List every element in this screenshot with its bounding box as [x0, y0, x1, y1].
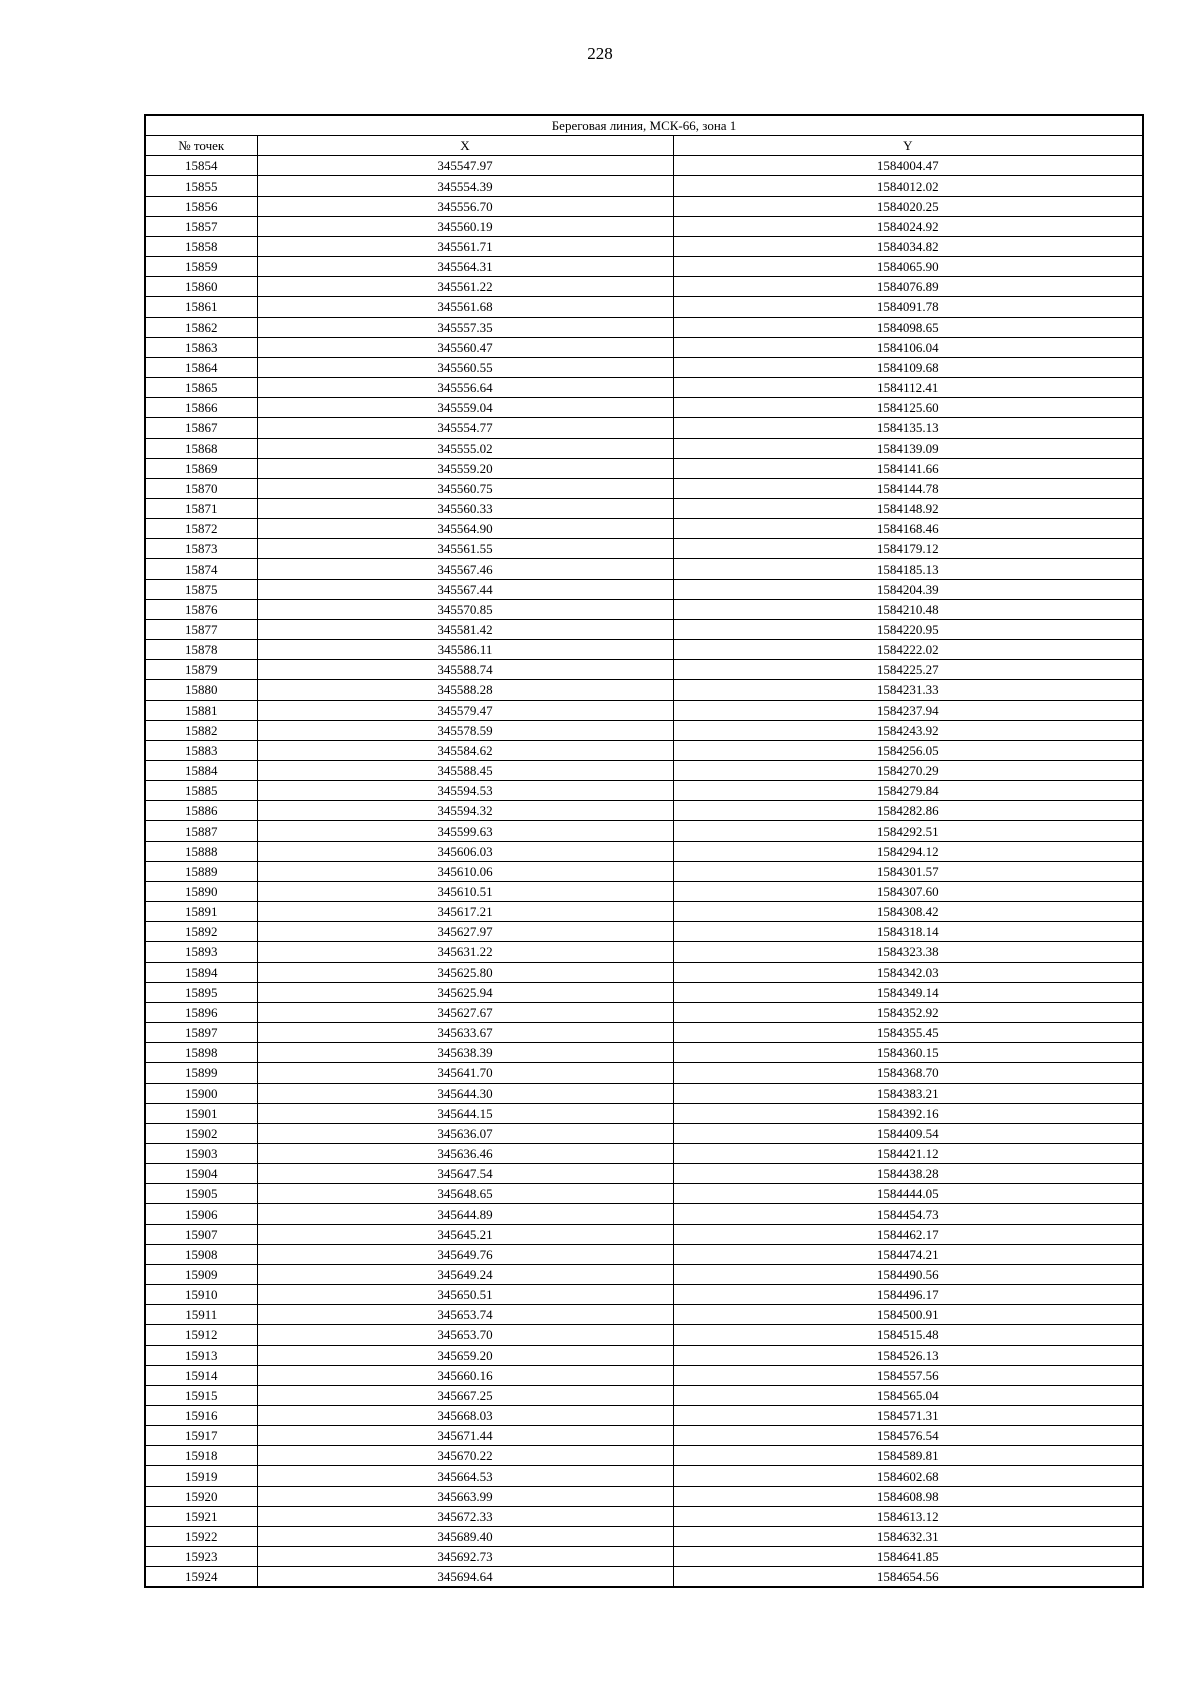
- cell-y: 1584565.04: [673, 1385, 1143, 1405]
- cell-point-number: 15901: [145, 1103, 257, 1123]
- cell-y: 1584106.04: [673, 337, 1143, 357]
- cell-y: 1584500.91: [673, 1305, 1143, 1325]
- cell-x: 345578.59: [257, 720, 673, 740]
- table-row: [145, 337, 1143, 357]
- cell-x: 345559.20: [257, 458, 673, 478]
- table-row: [145, 257, 1143, 277]
- cell-point-number: 15888: [145, 841, 257, 861]
- table-row: [145, 599, 1143, 619]
- cell-x: 345561.68: [257, 297, 673, 317]
- table-row: [145, 458, 1143, 478]
- cell-x: 345584.62: [257, 740, 673, 760]
- table-row: [145, 1103, 1143, 1123]
- cell-x: 345547.97: [257, 156, 673, 176]
- cell-x: 345554.39: [257, 176, 673, 196]
- table-row: [145, 519, 1143, 539]
- cell-point-number: 15890: [145, 881, 257, 901]
- cell-point-number: 15892: [145, 922, 257, 942]
- cell-y: 1584360.15: [673, 1043, 1143, 1063]
- cell-point-number: 15895: [145, 982, 257, 1002]
- cell-point-number: 15857: [145, 216, 257, 236]
- cell-x: 345650.51: [257, 1285, 673, 1305]
- page-number: 228: [587, 44, 613, 63]
- cell-x: 345648.65: [257, 1184, 673, 1204]
- table-row: [145, 619, 1143, 639]
- cell-x: 345653.70: [257, 1325, 673, 1345]
- cell-y: 1584282.86: [673, 801, 1143, 821]
- cell-point-number: 15866: [145, 398, 257, 418]
- cell-x: 345633.67: [257, 1023, 673, 1043]
- cell-point-number: 15891: [145, 902, 257, 922]
- cell-y: 1584421.12: [673, 1143, 1143, 1163]
- table-row: [145, 720, 1143, 740]
- cell-y: 1584526.13: [673, 1345, 1143, 1365]
- cell-point-number: 15885: [145, 781, 257, 801]
- cell-y: 1584392.16: [673, 1103, 1143, 1123]
- cell-point-number: 15919: [145, 1466, 257, 1486]
- cell-y: 1584231.33: [673, 680, 1143, 700]
- cell-point-number: 15864: [145, 357, 257, 377]
- table-row: [145, 378, 1143, 398]
- cell-point-number: 15884: [145, 761, 257, 781]
- cell-y: 1584141.66: [673, 458, 1143, 478]
- cell-x: 345588.28: [257, 680, 673, 700]
- table-row: [145, 1164, 1143, 1184]
- table-row: [145, 1547, 1143, 1567]
- cell-x: 345660.16: [257, 1365, 673, 1385]
- cell-point-number: 15907: [145, 1224, 257, 1244]
- cell-y: 1584012.02: [673, 176, 1143, 196]
- cell-x: 345649.24: [257, 1264, 673, 1284]
- table-row: [145, 559, 1143, 579]
- cell-y: 1584204.39: [673, 579, 1143, 599]
- cell-point-number: 15921: [145, 1506, 257, 1526]
- cell-y: 1584641.85: [673, 1547, 1143, 1567]
- table-row: [145, 660, 1143, 680]
- cell-x: 345564.31: [257, 257, 673, 277]
- cell-point-number: 15914: [145, 1365, 257, 1385]
- cell-point-number: 15898: [145, 1043, 257, 1063]
- cell-x: 345556.70: [257, 196, 673, 216]
- cell-x: 345594.32: [257, 801, 673, 821]
- column-header-point-number: № точек: [145, 136, 257, 156]
- cell-point-number: 15875: [145, 579, 257, 599]
- cell-point-number: 15912: [145, 1325, 257, 1345]
- cell-y: 1584091.78: [673, 297, 1143, 317]
- cell-x: 345588.45: [257, 761, 673, 781]
- table-row: [145, 579, 1143, 599]
- cell-x: 345570.85: [257, 599, 673, 619]
- cell-point-number: 15883: [145, 740, 257, 760]
- cell-point-number: 15913: [145, 1345, 257, 1365]
- cell-point-number: 15863: [145, 337, 257, 357]
- cell-y: 1584020.25: [673, 196, 1143, 216]
- cell-y: 1584352.92: [673, 1002, 1143, 1022]
- cell-y: 1584144.78: [673, 478, 1143, 498]
- table-row: [145, 357, 1143, 377]
- cell-x: 345561.71: [257, 236, 673, 256]
- cell-point-number: 15860: [145, 277, 257, 297]
- table-row: [145, 1325, 1143, 1345]
- cell-x: 345599.63: [257, 821, 673, 841]
- table-row: [145, 317, 1143, 337]
- cell-point-number: 15923: [145, 1547, 257, 1567]
- table-row: [145, 942, 1143, 962]
- cell-x: 345638.39: [257, 1043, 673, 1063]
- table-row: [145, 680, 1143, 700]
- cell-point-number: 15856: [145, 196, 257, 216]
- table-row: [145, 761, 1143, 781]
- cell-point-number: 15862: [145, 317, 257, 337]
- cell-x: 345649.76: [257, 1244, 673, 1264]
- cell-x: 345653.74: [257, 1305, 673, 1325]
- cell-y: 1584243.92: [673, 720, 1143, 740]
- cell-y: 1584602.68: [673, 1466, 1143, 1486]
- cell-y: 1584148.92: [673, 498, 1143, 518]
- cell-y: 1584135.13: [673, 418, 1143, 438]
- cell-y: 1584383.21: [673, 1083, 1143, 1103]
- cell-point-number: 15894: [145, 962, 257, 982]
- column-header-x: X: [257, 136, 673, 156]
- cell-x: 345636.07: [257, 1123, 673, 1143]
- cell-point-number: 15918: [145, 1446, 257, 1466]
- cell-point-number: 15905: [145, 1184, 257, 1204]
- table-title-row: [145, 115, 1143, 136]
- cell-point-number: 15877: [145, 619, 257, 639]
- table-row: [145, 881, 1143, 901]
- cell-y: 1584307.60: [673, 881, 1143, 901]
- cell-y: 1584256.05: [673, 740, 1143, 760]
- cell-point-number: 15889: [145, 861, 257, 881]
- cell-x: 345641.70: [257, 1063, 673, 1083]
- table-row: [145, 902, 1143, 922]
- cell-point-number: 15858: [145, 236, 257, 256]
- cell-y: 1584076.89: [673, 277, 1143, 297]
- cell-x: 345554.77: [257, 418, 673, 438]
- cell-point-number: 15865: [145, 378, 257, 398]
- cell-y: 1584462.17: [673, 1224, 1143, 1244]
- cell-x: 345631.22: [257, 942, 673, 962]
- cell-y: 1584168.46: [673, 519, 1143, 539]
- cell-y: 1584349.14: [673, 982, 1143, 1002]
- cell-point-number: 15904: [145, 1164, 257, 1184]
- cell-y: 1584210.48: [673, 599, 1143, 619]
- table-row: [145, 1567, 1143, 1588]
- cell-point-number: 15900: [145, 1083, 257, 1103]
- table-body: [145, 156, 1143, 1588]
- cell-y: 1584589.81: [673, 1446, 1143, 1466]
- table-row: [145, 1486, 1143, 1506]
- cell-y: 1584098.65: [673, 317, 1143, 337]
- cell-y: 1584270.29: [673, 761, 1143, 781]
- table-row: [145, 700, 1143, 720]
- cell-point-number: 15916: [145, 1406, 257, 1426]
- table-row: [145, 640, 1143, 660]
- cell-point-number: 15876: [145, 599, 257, 619]
- table-row: [145, 1043, 1143, 1063]
- cell-x: 345557.35: [257, 317, 673, 337]
- table-row: [145, 982, 1143, 1002]
- cell-y: 1584368.70: [673, 1063, 1143, 1083]
- table-row: [145, 1365, 1143, 1385]
- cell-x: 345560.19: [257, 216, 673, 236]
- cell-x: 345625.80: [257, 962, 673, 982]
- table-row: [145, 821, 1143, 841]
- table-row: [145, 498, 1143, 518]
- table-row: [145, 1345, 1143, 1365]
- cell-x: 345667.25: [257, 1385, 673, 1405]
- table-row: [145, 176, 1143, 196]
- cell-y: 1584109.68: [673, 357, 1143, 377]
- cell-x: 345668.03: [257, 1406, 673, 1426]
- cell-y: 1584515.48: [673, 1325, 1143, 1345]
- cell-point-number: 15855: [145, 176, 257, 196]
- table-row: [145, 398, 1143, 418]
- cell-point-number: 15899: [145, 1063, 257, 1083]
- cell-point-number: 15867: [145, 418, 257, 438]
- cell-y: 1584342.03: [673, 962, 1143, 982]
- cell-x: 345647.54: [257, 1164, 673, 1184]
- cell-x: 345610.51: [257, 881, 673, 901]
- cell-y: 1584355.45: [673, 1023, 1143, 1043]
- cell-x: 345586.11: [257, 640, 673, 660]
- cell-x: 345560.75: [257, 478, 673, 498]
- cell-y: 1584632.31: [673, 1526, 1143, 1546]
- cell-y: 1584576.54: [673, 1426, 1143, 1446]
- cell-x: 345645.21: [257, 1224, 673, 1244]
- cell-y: 1584237.94: [673, 700, 1143, 720]
- table-row: [145, 1526, 1143, 1546]
- cell-point-number: 15906: [145, 1204, 257, 1224]
- table-row: [145, 861, 1143, 881]
- table-row: [145, 801, 1143, 821]
- cell-x: 345636.46: [257, 1143, 673, 1163]
- cell-x: 345561.22: [257, 277, 673, 297]
- cell-y: 1584125.60: [673, 398, 1143, 418]
- column-header-y: Y: [673, 136, 1143, 156]
- cell-point-number: 15886: [145, 801, 257, 821]
- cell-x: 345555.02: [257, 438, 673, 458]
- table-row: [145, 1063, 1143, 1083]
- table-row: [145, 1184, 1143, 1204]
- cell-y: 1584065.90: [673, 257, 1143, 277]
- cell-point-number: 15911: [145, 1305, 257, 1325]
- cell-point-number: 15854: [145, 156, 257, 176]
- cell-x: 345560.47: [257, 337, 673, 357]
- cell-x: 345564.90: [257, 519, 673, 539]
- table-row: [145, 962, 1143, 982]
- table-row: [145, 1285, 1143, 1305]
- cell-y: 1584294.12: [673, 841, 1143, 861]
- cell-point-number: 15861: [145, 297, 257, 317]
- cell-x: 345561.55: [257, 539, 673, 559]
- cell-x: 345581.42: [257, 619, 673, 639]
- cell-point-number: 15896: [145, 1002, 257, 1022]
- cell-y: 1584139.09: [673, 438, 1143, 458]
- table-row: [145, 156, 1143, 176]
- cell-point-number: 15882: [145, 720, 257, 740]
- coordinates-table: [144, 114, 1144, 1588]
- cell-point-number: 15869: [145, 458, 257, 478]
- cell-x: 345567.46: [257, 559, 673, 579]
- cell-point-number: 15910: [145, 1285, 257, 1305]
- table-title: Береговая линия, МСК-66, зона 1: [145, 115, 1143, 136]
- table-row: [145, 922, 1143, 942]
- cell-point-number: 15920: [145, 1486, 257, 1506]
- table-row: [145, 1385, 1143, 1405]
- cell-x: 345671.44: [257, 1426, 673, 1446]
- cell-y: 1584608.98: [673, 1486, 1143, 1506]
- table-row: [145, 1406, 1143, 1426]
- cell-point-number: 15924: [145, 1567, 257, 1588]
- cell-x: 345692.73: [257, 1547, 673, 1567]
- cell-point-number: 15870: [145, 478, 257, 498]
- table-row: [145, 418, 1143, 438]
- cell-x: 345579.47: [257, 700, 673, 720]
- cell-y: 1584444.05: [673, 1184, 1143, 1204]
- table-row: [145, 1023, 1143, 1043]
- cell-y: 1584185.13: [673, 559, 1143, 579]
- cell-y: 1584292.51: [673, 821, 1143, 841]
- cell-point-number: 15881: [145, 700, 257, 720]
- table-row: [145, 1204, 1143, 1224]
- table-row: [145, 196, 1143, 216]
- cell-y: 1584654.56: [673, 1567, 1143, 1588]
- cell-x: 345644.89: [257, 1204, 673, 1224]
- cell-x: 345644.15: [257, 1103, 673, 1123]
- cell-y: 1584496.17: [673, 1285, 1143, 1305]
- table-row: [145, 1224, 1143, 1244]
- cell-x: 345659.20: [257, 1345, 673, 1365]
- cell-y: 1584438.28: [673, 1164, 1143, 1184]
- cell-y: 1584222.02: [673, 640, 1143, 660]
- table-row: [145, 740, 1143, 760]
- cell-y: 1584112.41: [673, 378, 1143, 398]
- cell-x: 345625.94: [257, 982, 673, 1002]
- cell-point-number: 15868: [145, 438, 257, 458]
- cell-y: 1584301.57: [673, 861, 1143, 881]
- table-row: [145, 1002, 1143, 1022]
- table-row: [145, 781, 1143, 801]
- cell-point-number: 15879: [145, 660, 257, 680]
- table-row: [145, 1143, 1143, 1163]
- cell-point-number: 15917: [145, 1426, 257, 1446]
- table-row: [145, 277, 1143, 297]
- table-row: [145, 1305, 1143, 1325]
- cell-point-number: 15874: [145, 559, 257, 579]
- table-row: [145, 1244, 1143, 1264]
- table-row: [145, 1466, 1143, 1486]
- table-row: [145, 1264, 1143, 1284]
- cell-point-number: 15872: [145, 519, 257, 539]
- cell-point-number: 15922: [145, 1526, 257, 1546]
- table-row: [145, 216, 1143, 236]
- cell-x: 345663.99: [257, 1486, 673, 1506]
- cell-x: 345664.53: [257, 1466, 673, 1486]
- cell-x: 345672.33: [257, 1506, 673, 1526]
- cell-y: 1584034.82: [673, 236, 1143, 256]
- cell-x: 345556.64: [257, 378, 673, 398]
- cell-y: 1584179.12: [673, 539, 1143, 559]
- table-row: [145, 539, 1143, 559]
- cell-point-number: 15880: [145, 680, 257, 700]
- cell-y: 1584225.27: [673, 660, 1143, 680]
- cell-y: 1584571.31: [673, 1406, 1143, 1426]
- cell-y: 1584613.12: [673, 1506, 1143, 1526]
- cell-point-number: 15902: [145, 1123, 257, 1143]
- cell-x: 345594.53: [257, 781, 673, 801]
- cell-x: 345560.55: [257, 357, 673, 377]
- cell-point-number: 15878: [145, 640, 257, 660]
- cell-point-number: 15859: [145, 257, 257, 277]
- cell-x: 345627.67: [257, 1002, 673, 1022]
- table-row: [145, 1446, 1143, 1466]
- cell-point-number: 15871: [145, 498, 257, 518]
- table-row: [145, 236, 1143, 256]
- cell-x: 345559.04: [257, 398, 673, 418]
- cell-y: 1584474.21: [673, 1244, 1143, 1264]
- cell-point-number: 15908: [145, 1244, 257, 1264]
- cell-point-number: 15903: [145, 1143, 257, 1163]
- cell-y: 1584557.56: [673, 1365, 1143, 1385]
- table-row: [145, 1506, 1143, 1526]
- table-row: [145, 297, 1143, 317]
- table-row: [145, 1426, 1143, 1446]
- cell-point-number: 15893: [145, 942, 257, 962]
- cell-y: 1584308.42: [673, 902, 1143, 922]
- cell-x: 345606.03: [257, 841, 673, 861]
- cell-y: 1584454.73: [673, 1204, 1143, 1224]
- cell-y: 1584323.38: [673, 942, 1143, 962]
- table-row: [145, 438, 1143, 458]
- cell-y: 1584024.92: [673, 216, 1143, 236]
- cell-point-number: 15897: [145, 1023, 257, 1043]
- cell-point-number: 15909: [145, 1264, 257, 1284]
- cell-x: 345627.97: [257, 922, 673, 942]
- cell-x: 345689.40: [257, 1526, 673, 1546]
- table-row: [145, 841, 1143, 861]
- cell-point-number: 15915: [145, 1385, 257, 1405]
- cell-y: 1584004.47: [673, 156, 1143, 176]
- cell-y: 1584490.56: [673, 1264, 1143, 1284]
- cell-point-number: 15873: [145, 539, 257, 559]
- cell-x: 345567.44: [257, 579, 673, 599]
- cell-x: 345670.22: [257, 1446, 673, 1466]
- cell-x: 345610.06: [257, 861, 673, 881]
- cell-y: 1584409.54: [673, 1123, 1143, 1143]
- cell-point-number: 15887: [145, 821, 257, 841]
- cell-y: 1584279.84: [673, 781, 1143, 801]
- cell-y: 1584220.95: [673, 619, 1143, 639]
- cell-x: 345617.21: [257, 902, 673, 922]
- cell-x: 345644.30: [257, 1083, 673, 1103]
- cell-x: 345694.64: [257, 1567, 673, 1588]
- table-row: [145, 1123, 1143, 1143]
- cell-y: 1584318.14: [673, 922, 1143, 942]
- table-row: [145, 1083, 1143, 1103]
- table-row: [145, 478, 1143, 498]
- table-header-row: [145, 136, 1143, 156]
- cell-x: 345560.33: [257, 498, 673, 518]
- cell-x: 345588.74: [257, 660, 673, 680]
